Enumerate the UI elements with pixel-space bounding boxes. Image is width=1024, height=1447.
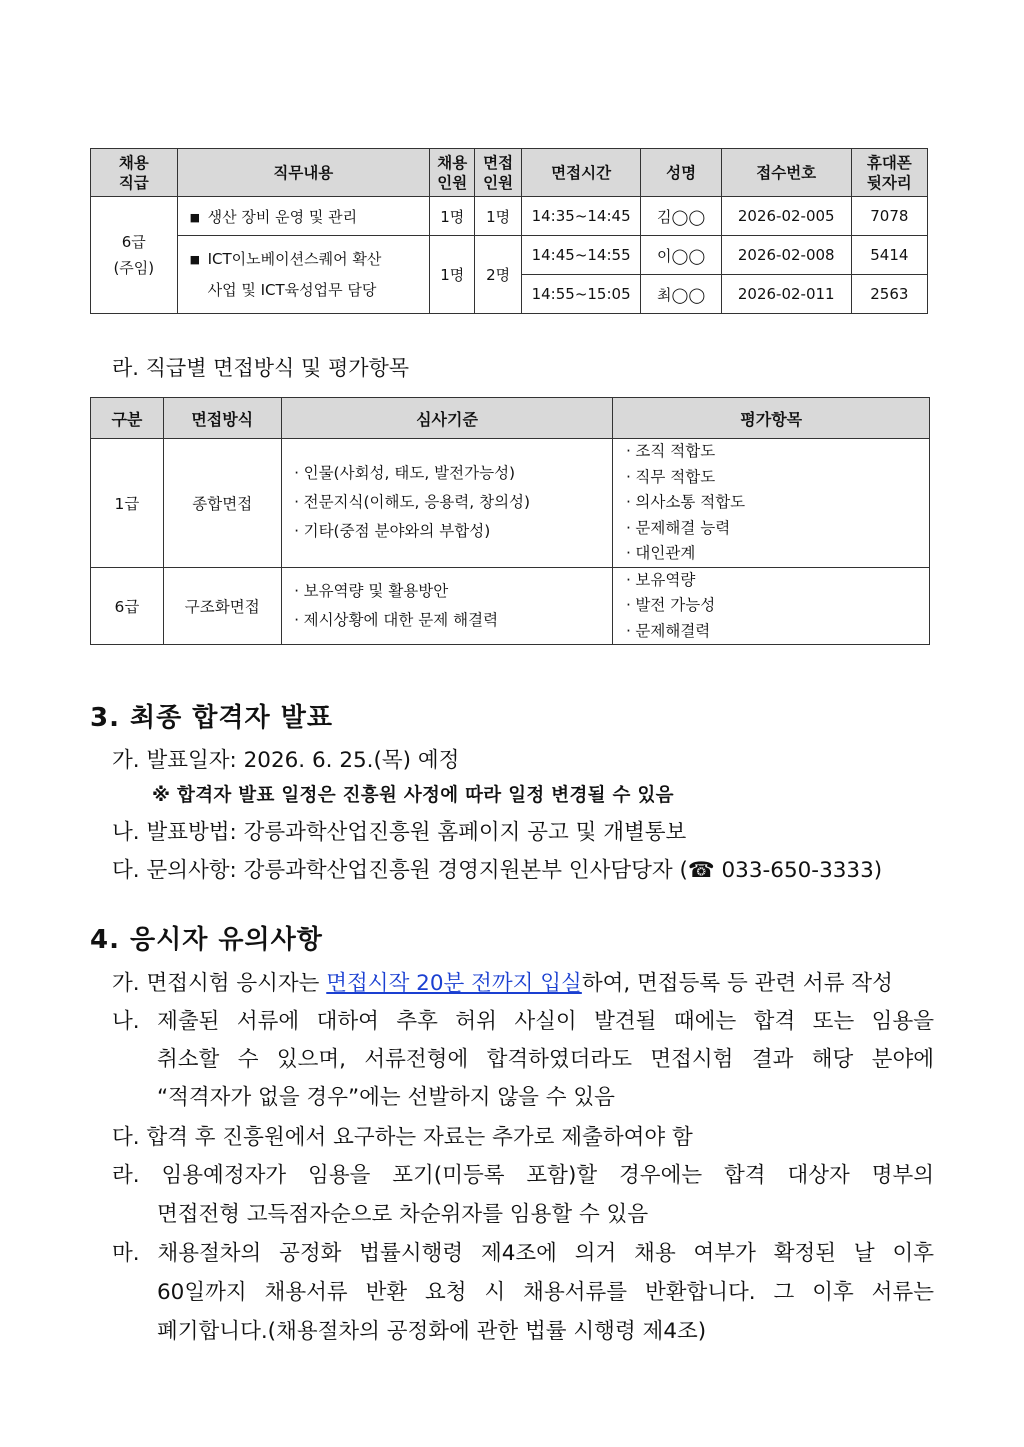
section-3-note: ※ 합격자 발표 일정은 진흥원 사정에 따라 일정 변경될 수 있음 bbox=[152, 785, 674, 806]
grade-cell: 1급 bbox=[91, 439, 164, 568]
list-item: · 문제해결 능력 bbox=[621, 516, 929, 542]
method-cell: 구조화면접 bbox=[163, 567, 281, 645]
section-3-na: 나. 발표방법: 강릉과학산업진흥원 홈페이지 공고 및 개별통보 bbox=[112, 820, 687, 845]
col-header-name: 성명 bbox=[641, 149, 721, 197]
phone-cell: 5414 bbox=[851, 236, 927, 275]
list-item: · 의사소통 적합도 bbox=[621, 490, 929, 516]
items-cell bbox=[613, 567, 930, 645]
list-item: · 제시상황에 대한 문제 해결력 bbox=[290, 606, 613, 635]
section-4-na-line2: 취소할 수 있으며, 서류전형에 합격하였더라도 면접시험 결과 해당 분야에 bbox=[157, 1047, 934, 1072]
section-4-ma-line3: 폐기합니다.(채용절차의 공정화에 관한 법률 시행령 제4조) bbox=[157, 1319, 707, 1344]
duty-cell bbox=[177, 236, 430, 314]
list-item: · 보유역량 bbox=[621, 568, 929, 594]
hire-count-cell: 1명 bbox=[430, 236, 475, 314]
bullet-icon: ■ bbox=[189, 253, 200, 266]
col-header-criteria: 심사기준 bbox=[281, 398, 613, 439]
section-3-da: 다. 문의사항: 강릉과학산업진흥원 경영지원본부 인사담당자 (☎ 033-650-3333) bbox=[112, 858, 883, 883]
evaluation-table bbox=[90, 397, 930, 645]
highlight-arrival-time: 면접시작 20분 전까지 입실 bbox=[326, 971, 582, 996]
list-item: · 발전 가능성 bbox=[621, 593, 929, 619]
grade-cell: 6급 bbox=[91, 567, 164, 645]
criteria-cell bbox=[281, 439, 613, 568]
interview-count-cell: 2명 bbox=[475, 236, 521, 314]
phone-cell: 2563 bbox=[851, 275, 927, 314]
subheading-ra: 라. 직급별 면접방식 및 평가항목 bbox=[112, 356, 410, 380]
reg-no-cell: 2026-02-008 bbox=[721, 236, 851, 275]
duty-text-cont: 사업 및 ICT육성업무 담당 bbox=[207, 281, 377, 299]
duty-text: 생산 장비 운영 및 관리 bbox=[207, 207, 358, 226]
col-header-interview-count: 면접 인원 bbox=[475, 149, 521, 197]
section-4-ra-line1: 라. 임용예정자가 임용을 포기(미등록 포함)할 경우에는 합격 대상자 명부의 bbox=[112, 1163, 934, 1188]
col-header-reg-no: 접수번호 bbox=[721, 149, 851, 197]
section-4-ra-line2: 면접전형 고득점자순으로 차순위자를 임용할 수 있음 bbox=[157, 1202, 649, 1227]
table-row bbox=[91, 197, 928, 236]
section-4-da: 다. 합격 후 진흥원에서 요구하는 자료는 추가로 제출하여야 함 bbox=[112, 1125, 693, 1150]
section-4-ga bbox=[112, 966, 893, 997]
col-header-items: 평가항목 bbox=[613, 398, 930, 439]
section-4-na-line1: 나. 제출된 서류에 대하여 추후 허위 사실이 발견될 때에는 합격 또는 임용을 bbox=[112, 1009, 934, 1034]
section-4-ga-pre: 가. 면접시험 응시자는 bbox=[112, 971, 327, 996]
section-3-title: 3. 최종 합격자 발표 bbox=[90, 703, 333, 733]
list-item: · 대인관계 bbox=[621, 541, 929, 567]
list-item: · 인물(사회성, 태도, 발전가능성) bbox=[290, 459, 613, 488]
items-cell bbox=[613, 439, 930, 568]
interview-count-cell: 1명 bbox=[475, 197, 521, 236]
section-4-na-line3: “적격자가 없을 경우”에는 선발하지 않을 수 있음 bbox=[157, 1085, 615, 1110]
hire-count-cell: 1명 bbox=[430, 197, 475, 236]
list-item: · 조직 적합도 bbox=[621, 439, 929, 465]
section-4-title: 4. 응시자 유의사항 bbox=[90, 925, 323, 955]
interview-schedule-table bbox=[90, 148, 928, 314]
name-cell: 김◯◯ bbox=[641, 197, 721, 236]
col-header-phone: 휴대폰 뒷자리 bbox=[851, 149, 927, 197]
table-row bbox=[91, 236, 928, 275]
col-header-category: 구분 bbox=[91, 398, 164, 439]
bullet-icon: ■ bbox=[189, 210, 200, 224]
section-4-ma-line2: 60일까지 채용서류 반환 요청 시 채용서류를 반환합니다. 그 이후 서류는 bbox=[157, 1280, 934, 1305]
time-cell: 14:35~14:45 bbox=[521, 197, 641, 236]
table-header-row bbox=[91, 149, 928, 197]
table-row bbox=[91, 439, 930, 568]
col-header-duty: 직무내용 bbox=[177, 149, 430, 197]
section-4-ga-post: 하여, 면접등록 등 관련 서류 작성 bbox=[581, 971, 893, 996]
time-cell: 14:55~15:05 bbox=[521, 275, 641, 314]
time-cell: 14:45~14:55 bbox=[521, 236, 641, 275]
col-header-time: 면접시간 bbox=[521, 149, 641, 197]
duty-cell bbox=[177, 197, 430, 236]
reg-no-cell: 2026-02-005 bbox=[721, 197, 851, 236]
method-cell: 종합면접 bbox=[163, 439, 281, 568]
list-item: · 보유역량 및 활용방안 bbox=[290, 577, 613, 606]
table-header-row bbox=[91, 398, 930, 439]
section-3-ga: 가. 발표일자: 2026. 6. 25.(목) 예정 bbox=[112, 748, 460, 773]
criteria-cell bbox=[281, 567, 613, 645]
name-cell: 최◯◯ bbox=[641, 275, 721, 314]
table-row bbox=[91, 567, 930, 645]
grade-cell: 6급 (주임) bbox=[91, 197, 178, 314]
col-header-hire-count: 채용 인원 bbox=[430, 149, 475, 197]
phone-cell: 7078 bbox=[851, 197, 927, 236]
list-item: · 기타(중점 분야와의 부합성) bbox=[290, 517, 613, 546]
col-header-method: 면접방식 bbox=[163, 398, 281, 439]
section-4-ma-line1: 마. 채용절차의 공정화 법률시행령 제4조에 의거 채용 여부가 확정된 날 이후 bbox=[112, 1241, 934, 1266]
col-header-grade: 채용 직급 bbox=[91, 149, 178, 197]
duty-text: ICT이노베이션스퀘어 확산 bbox=[207, 250, 382, 268]
reg-no-cell: 2026-02-011 bbox=[721, 275, 851, 314]
list-item: · 문제해결력 bbox=[621, 619, 929, 645]
list-item: · 직무 적합도 bbox=[621, 465, 929, 491]
name-cell: 이◯◯ bbox=[641, 236, 721, 275]
list-item: · 전문지식(이해도, 응용력, 창의성) bbox=[290, 488, 613, 517]
